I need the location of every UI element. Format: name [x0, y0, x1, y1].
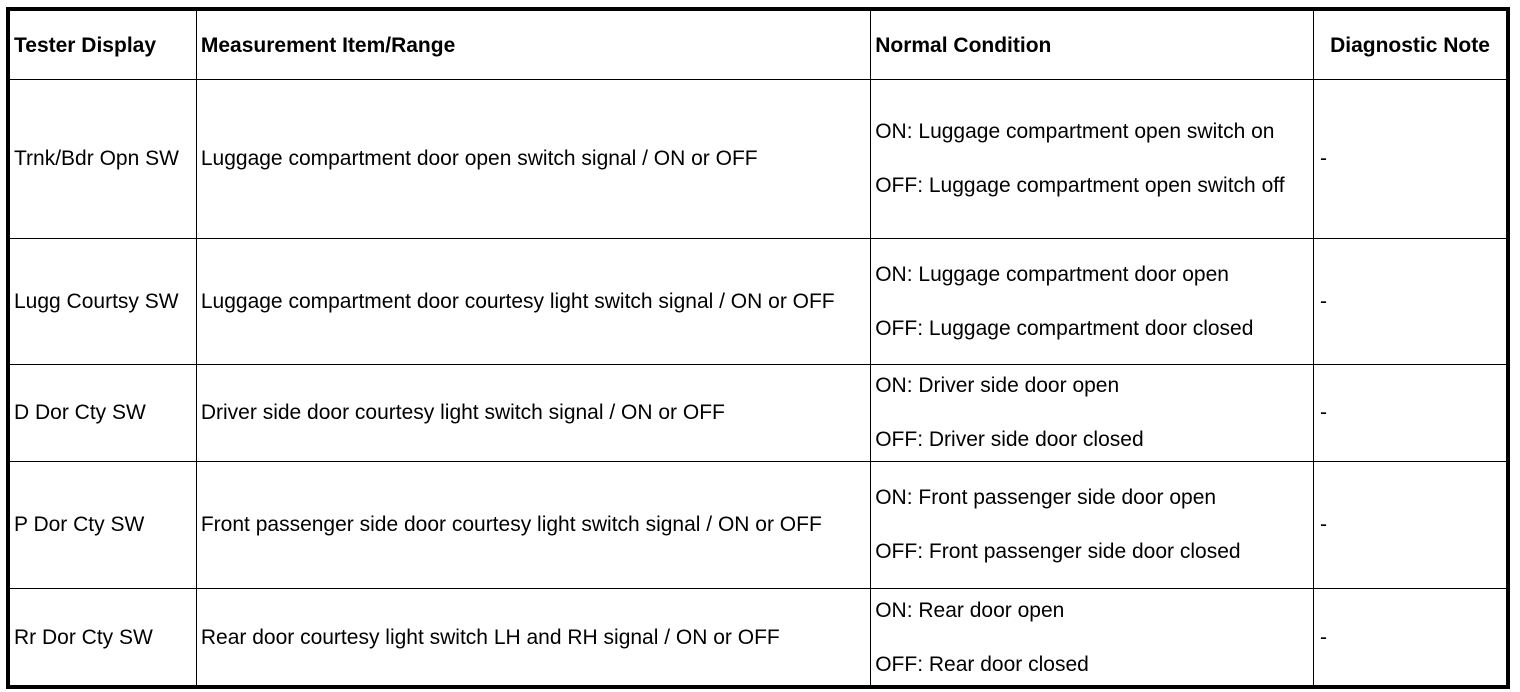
measurement-cell: Driver side door courtesy light switch signal / ON or OFF [196, 364, 870, 461]
normal-condition-cell [871, 461, 1314, 588]
normal-condition-cell [871, 589, 1314, 686]
measurement-cell: Front passenger side door courtesy light switch signal / ON or OFF [196, 461, 870, 588]
diagnostic-note-cell: - [1314, 238, 1507, 364]
measurement-cell: Luggage compartment door courtesy light switch signal / ON or OFF [196, 238, 870, 364]
condition-off-text: OFF: Driver side door closed [875, 428, 1144, 452]
table-row [10, 364, 1507, 461]
condition-off-text: OFF: Luggage compartment door closed [875, 316, 1254, 340]
tester-display-cell: P Dor Cty SW [10, 461, 197, 588]
header-measurement-item: Measurement Item/Range [196, 11, 870, 80]
diagnostic-note-cell: - [1314, 461, 1507, 588]
header-diagnostic-note: Diagnostic Note [1314, 11, 1507, 80]
condition-on-text: ON: Driver side door open [875, 374, 1120, 398]
tester-display-cell: Lugg Courtsy SW [10, 238, 197, 364]
condition-on-text: ON: Luggage compartment open switch on [875, 120, 1275, 144]
table-row [10, 80, 1507, 239]
condition-off-text: OFF: Luggage compartment open switch off [875, 174, 1285, 198]
header-tester-display: Tester Display [10, 11, 197, 80]
data-list-table [9, 10, 1507, 686]
diagnostic-note-cell: - [1314, 589, 1507, 686]
data-list-table-frame [6, 7, 1510, 689]
measurement-cell: Rear door courtesy light switch LH and RH signal / ON or OFF [196, 589, 870, 686]
normal-condition-cell [871, 80, 1314, 239]
measurement-cell: Luggage compartment door open switch signal / ON or OFF [196, 80, 870, 239]
tester-display-cell: Rr Dor Cty SW [10, 589, 197, 686]
diagnostic-note-cell: - [1314, 80, 1507, 239]
condition-on-text: ON: Luggage compartment door open [875, 262, 1229, 286]
table-row [10, 238, 1507, 364]
table-row [10, 589, 1507, 686]
table-header-row [10, 11, 1507, 80]
normal-condition-cell [871, 364, 1314, 461]
header-normal-condition: Normal Condition [871, 11, 1314, 80]
tester-display-cell: D Dor Cty SW [10, 364, 197, 461]
normal-condition-cell [871, 238, 1314, 364]
condition-on-text: ON: Front passenger side door open [875, 486, 1217, 510]
condition-off-text: OFF: Front passenger side door closed [875, 540, 1241, 564]
condition-on-text: ON: Rear door open [875, 598, 1065, 622]
tester-display-cell: Trnk/Bdr Opn SW [10, 80, 197, 239]
condition-off-text: OFF: Rear door closed [875, 652, 1089, 676]
diagnostic-note-cell: - [1314, 364, 1507, 461]
table-row [10, 461, 1507, 588]
